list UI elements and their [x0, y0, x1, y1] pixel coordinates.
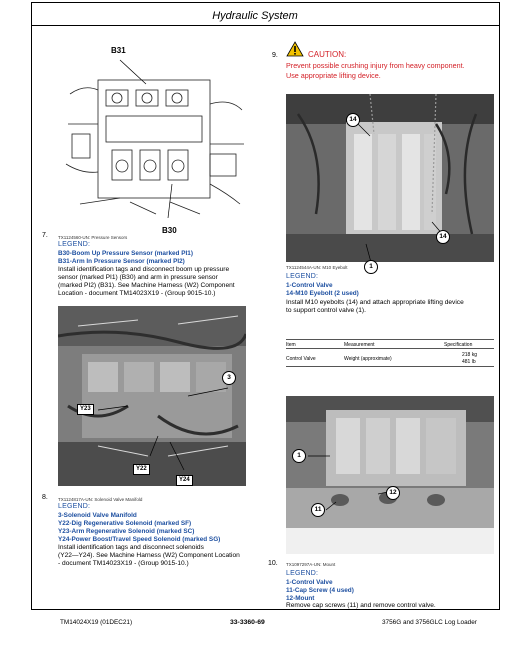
step-8-legend-item: Y22-Dig Regenerative Solenoid (marked SF): [58, 520, 192, 527]
section-title: Hydraulic System: [212, 10, 298, 22]
step-10-legend-item: 12-Mount: [286, 595, 315, 602]
step-10-legend-item: 1-Control Valve: [286, 579, 333, 586]
callout-1: 1: [292, 449, 306, 463]
photo3-caption: TX1124544A-UN: M10 Eyebolt: [286, 265, 348, 270]
label-b31: B31: [111, 46, 126, 55]
footer-product: 3756G and 3756GLC Log Loader: [382, 619, 477, 626]
step-9-number: 9.: [272, 52, 278, 59]
spec-cell-spec-imperial: 481 lb: [462, 359, 476, 365]
caution-line: Use appropriate lifting device.: [286, 71, 381, 80]
step-9-text-line: Install M10 eyebolts (14) and attach appropriate lifting device: [286, 299, 464, 306]
solenoid-manifold-photo: [58, 306, 246, 486]
spec-header-item: Item: [286, 342, 296, 348]
photo4-caption: TX1097297A-UN: Mount: [286, 562, 336, 567]
spec-table-top-rule: [286, 339, 494, 340]
spec-cell-item: Control Valve: [286, 356, 316, 362]
step-8-text-line: - document TM14023X19 - (Group 9015-10.): [58, 560, 189, 568]
spec-table-bottom-rule: [286, 366, 494, 367]
step-7-legend-item: B30-Boom Up Pressure Sensor (marked PI1): [58, 250, 193, 257]
step-10-text: [286, 602, 496, 610]
photo2-caption: TX1124817A-UN: Solenoid Valve Manifold: [58, 497, 143, 502]
callout-3: 3: [222, 371, 236, 385]
caution-line: Prevent possible crushing injury from heavy component.: [286, 61, 465, 70]
step-7-text-line: Install identification tags and disconnect boom up pressure: [58, 266, 230, 273]
step-9-text: [286, 299, 496, 315]
step-8-text-line: (Y22—Y24). See Machine Harness (W2) Component Location: [58, 552, 240, 560]
step-9-legend-item: 1-Control Valve: [286, 282, 333, 289]
step-9-text-line: to support control valve (1).: [286, 307, 366, 315]
callout-14-top: 14: [346, 113, 360, 127]
tag-y22: Y22: [133, 464, 150, 475]
step-9-legend-item: 14-M10 Eyebolt (2 used): [286, 290, 359, 297]
step-10-text-line: Remove cap screws (11) and remove control valve.: [286, 602, 436, 609]
pressure-sensors-illustration: [60, 54, 248, 226]
step-8-legend-item: Y23-Arm Regenerative Solenoid (marked SC): [58, 528, 195, 535]
step-7-text-line: sensor (marked PI1) (B30) and arm in pressure sensor: [58, 274, 218, 282]
step-7-legend-title: LEGEND:: [58, 241, 91, 248]
step-8-number: 8.: [42, 494, 48, 501]
step-9-legend-title: LEGEND:: [286, 273, 319, 280]
step-8-legend-item: Y24-Power Boost/Travel Speed Solenoid (marked SG): [58, 536, 221, 543]
spec-table-header-rule: [286, 348, 494, 349]
footer-doc-id: TM14024X19 (01DEC21): [60, 619, 133, 626]
step-10-legend-title: LEGEND:: [286, 570, 319, 577]
callout-14-right: 14: [436, 230, 450, 244]
step-7-text-line: (marked PI2) (B31). See Machine Harness (W2) Component: [58, 282, 235, 290]
footer-page-number: 33-3360-69: [230, 619, 265, 626]
label-b30: B30: [162, 226, 177, 235]
step-7-legend-item: B31-Arm In Pressure Sensor (marked PI2): [58, 258, 185, 265]
step-8-text-line: Install identification tags and disconnect solenoids: [58, 544, 204, 551]
spec-header-specification: Specification: [444, 342, 473, 348]
spec-cell-spec-metric: 218 kg: [462, 352, 478, 358]
step-8-text: [58, 544, 264, 568]
tag-y23: Y23: [77, 404, 94, 415]
step-8-legend-item: 3-Solenoid Valve Manifold: [58, 512, 137, 519]
step-8-legend-title: LEGEND:: [58, 503, 91, 510]
step-7-text-line: Location - document TM14023X19 - (Group 9015-10.): [58, 290, 216, 298]
mount-photo: [286, 396, 494, 554]
step-7-number: 7.: [42, 232, 48, 239]
caution-title: CAUTION:: [308, 50, 347, 59]
spec-cell-measurement: Weight (approximate): [344, 356, 392, 362]
step-7-text: [58, 266, 264, 298]
callout-12: 12: [386, 486, 400, 500]
tag-y24: Y24: [176, 475, 193, 486]
photo1-caption: TX1124560-UN: Pressure Sensors: [58, 235, 128, 240]
step-10-legend-item: 11-Cap Screw (4 used): [286, 587, 354, 594]
callout-11: 11: [311, 503, 325, 517]
warning-triangle-icon: [286, 41, 304, 57]
spec-header-measurement: Measurement: [344, 342, 375, 348]
callout-1: 1: [364, 260, 378, 274]
eyebolt-photo: [286, 94, 494, 262]
header-rule: [31, 25, 500, 26]
step-10-number: 10.: [268, 560, 278, 567]
